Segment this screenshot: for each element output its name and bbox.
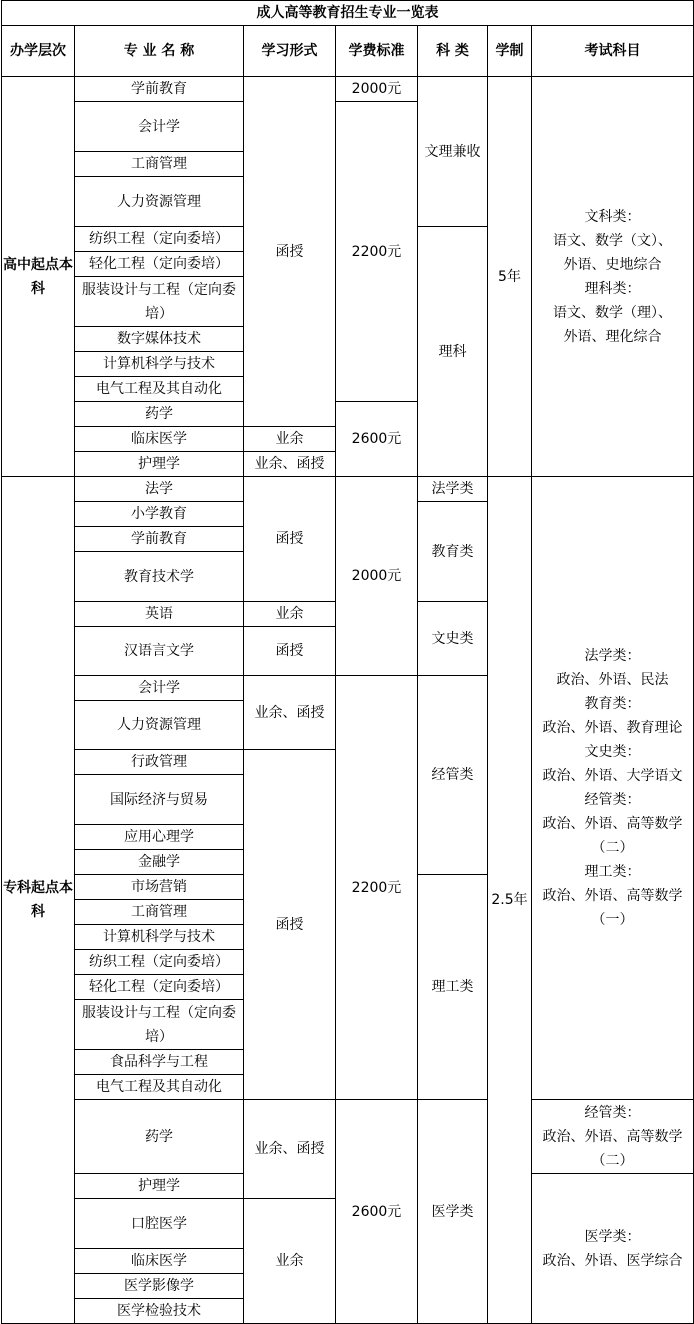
major-cell: 汉语言文学 [75,627,244,676]
major-cell: 口腔医学 [75,1199,244,1249]
major-cell: 人力资源管理 [75,177,244,227]
fee-cell: 2600元 [336,402,418,477]
major-cell: 教育技术学 [75,552,244,602]
category-cell: 法学类 [418,477,488,502]
enrollment-table [1,0,694,1324]
major-cell: 法学 [75,477,244,502]
category-cell: 医学类 [418,1100,488,1324]
major-cell: 纺织工程（定向委培） [75,950,244,975]
category-cell: 理科 [418,227,488,477]
major-cell: 服装设计与工程（定向委培） [75,1000,244,1050]
duration-cell: 5年 [488,77,532,477]
major-cell: 行政管理 [75,750,244,775]
category-cell: 文史类 [418,602,488,676]
major-cell: 轻化工程（定向委培） [75,975,244,1000]
major-cell: 服装设计与工程（定向委培） [75,277,244,327]
major-cell: 金融学 [75,850,244,875]
header-category: 科 类 [418,26,488,77]
major-cell: 人力资源管理 [75,701,244,750]
header-duration: 学制 [488,26,532,77]
header-major: 专 业 名 称 [75,26,244,77]
major-cell: 电气工程及其自动化 [75,377,244,402]
exam-subjects-cell: 经管类： 政治、外语、高等数学（二） [532,1100,694,1174]
mode-cell: 业余、函授 [244,452,336,477]
major-cell: 临床医学 [75,427,244,452]
category-cell: 理工类 [418,875,488,1100]
fee-cell: 2200元 [336,102,418,402]
major-cell: 市场营销 [75,875,244,900]
mode-cell: 业余 [244,1199,336,1324]
category-cell: 经管类 [418,676,488,875]
major-cell: 工商管理 [75,152,244,177]
major-cell: 应用心理学 [75,825,244,850]
major-cell: 医学检验技术 [75,1299,244,1324]
major-cell: 国际经济与贸易 [75,775,244,825]
major-cell: 数字媒体技术 [75,327,244,352]
major-cell: 计算机科学与技术 [75,925,244,950]
header-fee: 学费标准 [336,26,418,77]
category-cell: 教育类 [418,502,488,602]
exam-subjects-cell: 文科类： 语文、数学（文）、 外语、史地综合 理科类： 语文、数学（理）、 外语、理化综合 [532,77,694,477]
mode-cell: 函授 [244,77,336,427]
major-cell: 药学 [75,1100,244,1174]
major-cell: 临床医学 [75,1249,244,1274]
major-cell: 轻化工程（定向委培） [75,252,244,277]
fee-cell: 2000元 [336,477,418,676]
major-cell: 医学影像学 [75,1274,244,1299]
exam-subjects-cell: 法学类： 政治、外语、民法 教育类： 政治、外语、教育理论 文史类： 政治、外语、大学语文 经管类： 政治、外语、高等数学（二） 理工类： 政治、外语、高等数学（一） [532,477,694,1100]
mode-cell: 业余、函授 [244,676,336,750]
level-cell: 专科起点本科 [2,477,75,1324]
mode-cell: 业余、函授 [244,1100,336,1199]
major-cell: 护理学 [75,452,244,477]
level-cell: 高中起点本科 [2,77,75,477]
major-cell: 食品科学与工程 [75,1050,244,1075]
major-cell: 工商管理 [75,900,244,925]
major-cell: 学前教育 [75,77,244,102]
major-cell: 会计学 [75,676,244,701]
category-cell: 文理兼收 [418,77,488,227]
header-exam: 考试科目 [532,26,694,77]
mode-cell: 函授 [244,477,336,602]
major-cell: 护理学 [75,1174,244,1199]
major-cell: 计算机科学与技术 [75,352,244,377]
major-cell: 电气工程及其自动化 [75,1075,244,1100]
major-cell: 小学教育 [75,502,244,527]
mode-cell: 函授 [244,627,336,676]
mode-cell: 函授 [244,750,336,1100]
fee-cell: 2000元 [336,77,418,102]
duration-cell: 2.5年 [488,477,532,1324]
major-cell: 英语 [75,602,244,627]
header-mode: 学习形式 [244,26,336,77]
major-cell: 学前教育 [75,527,244,552]
header-level: 办学层次 [2,26,75,77]
major-cell: 药学 [75,402,244,427]
exam-subjects-cell: 医学类： 政治、外语、医学综合 [532,1174,694,1324]
major-cell: 纺织工程（定向委培） [75,227,244,252]
mode-cell: 业余 [244,427,336,452]
major-cell: 会计学 [75,102,244,152]
table-title: 成人高等教育招生专业一览表 [2,1,694,26]
fee-cell: 2200元 [336,676,418,1100]
fee-cell: 2600元 [336,1100,418,1324]
mode-cell: 业余 [244,602,336,627]
